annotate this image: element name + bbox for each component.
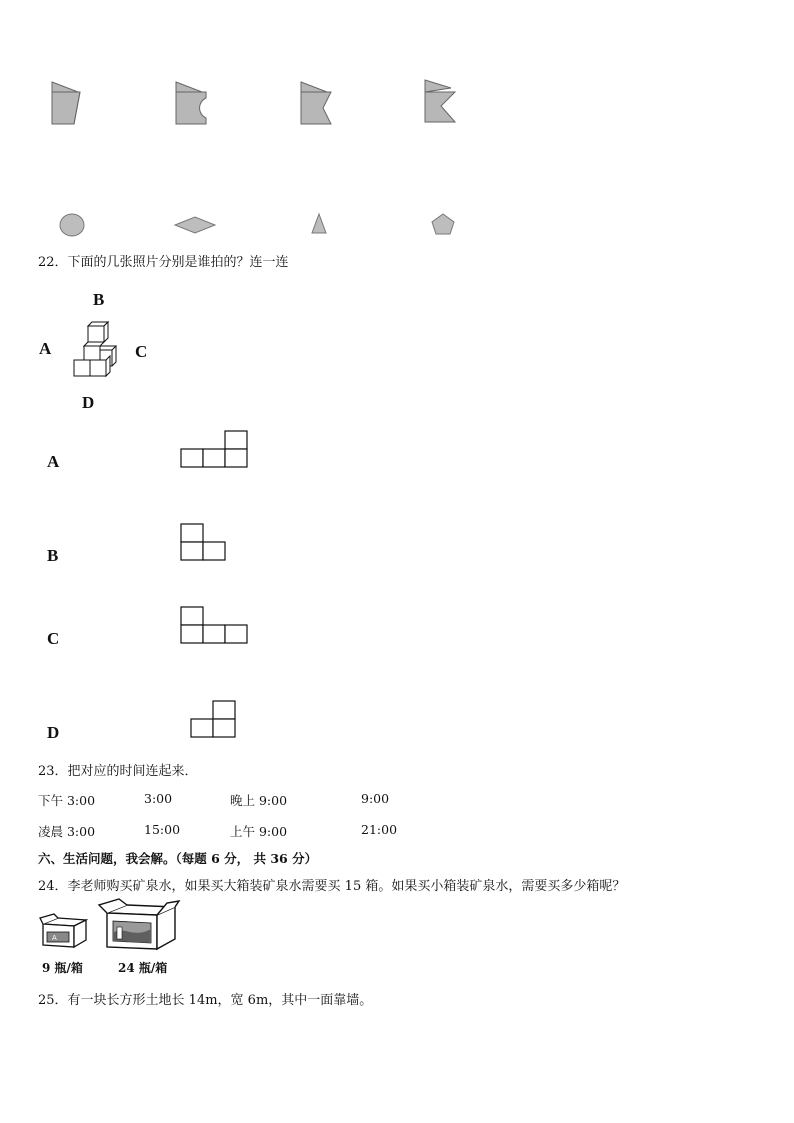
svg-text:A: A [52,934,57,942]
time-row2-3: 上午 9:00 [230,824,288,839]
view-b-grid [180,523,230,563]
view-label-b: B [47,546,59,565]
view-a-grid [180,430,250,470]
view-label-d: D [47,723,60,742]
triangle-shape [309,212,329,236]
view-c-grid [180,606,252,646]
view-d-grid [190,700,240,740]
small-box-icon [40,914,90,950]
q24-question: 24．李老师购买矿泉水，如果买大箱装矿泉水需要买 15 箱。如果买小箱装矿泉水，需要买多少箱呢？ [38,879,626,894]
time-row1-1: 下午 3:00 [38,793,96,808]
time-row2-2: 15:00 [144,822,181,837]
q22-question: 22．下面的几张照片分别是谁拍的？连一连 [38,255,289,270]
flag-shape-3 [297,80,335,126]
time-row1-2: 3:00 [144,791,173,806]
section6-title: 六、生活问题，我会解。（每题 6 分， 共 36 分） [38,851,318,866]
time-row1-4: 9:00 [361,791,390,806]
time-row1-3: 晚上 9:00 [230,793,288,808]
q23-question: 23．把对应的时间连起来． [38,764,198,779]
flag-shape-2 [172,80,210,126]
q22-label-c: C [135,342,148,361]
q25-question: 25．有一块长方形土地长 14m，宽 6m，其中一面靠墙。 [38,993,373,1008]
flag-shape-4 [421,78,459,126]
rhombus-shape [173,214,217,236]
circle-shape [58,212,86,238]
q22-label-a: A [39,339,52,358]
time-row2-4: 21:00 [361,822,398,837]
big-box-caption: 24 瓶/箱 [118,961,168,975]
q22-label-d: D [82,393,95,412]
cube-stack-figure [70,322,120,378]
pentagon-shape [430,212,456,236]
big-box-icon [97,899,181,953]
view-label-c: C [47,629,60,648]
time-row2-1: 凌晨 3:00 [38,824,96,839]
small-box-caption: 9 瓶/箱 [42,961,83,975]
view-label-a: A [47,452,60,471]
flag-shape-1 [48,80,84,126]
q22-label-b: B [93,290,105,309]
